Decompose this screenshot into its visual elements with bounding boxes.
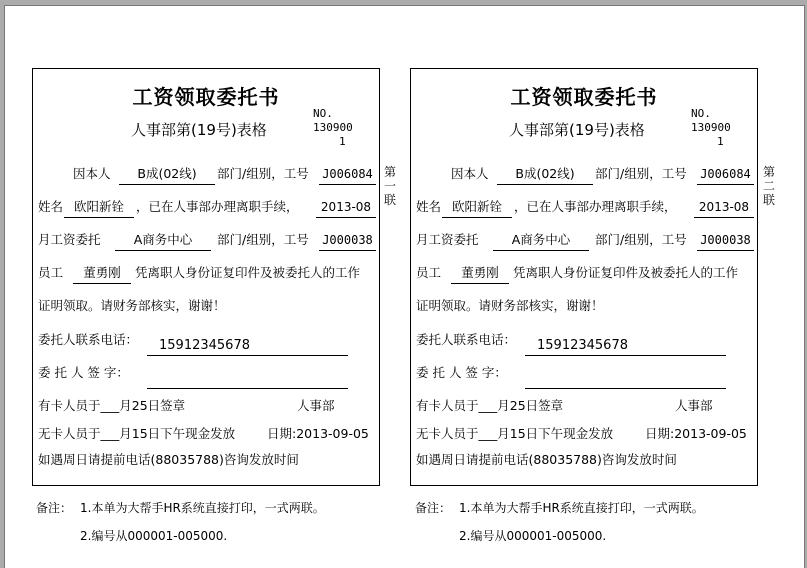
signature-label: 委 托 人 签 字： bbox=[416, 365, 507, 380]
row2-mid-text: ，已在人事部办理离职手续， bbox=[136, 199, 299, 214]
trustee-name-field: 董勇刚 bbox=[451, 263, 509, 284]
remark-line-2: 2.编号从000001-005000. bbox=[80, 529, 228, 543]
signature-field bbox=[147, 369, 348, 389]
issue-date: 日期:2013-09-05 bbox=[645, 426, 747, 441]
form-subtitle: 人事部第(19号)表格 bbox=[509, 121, 645, 139]
serial-number bbox=[691, 107, 757, 149]
weekend-notice: 如遇周日请提前电话(88035788)咨询发放时间 bbox=[38, 452, 299, 467]
form-title: 工资领取委托书 bbox=[510, 85, 658, 109]
copy-label-char: 第 bbox=[762, 165, 775, 179]
agent-name-field: B成(02线) bbox=[119, 164, 215, 185]
dept-name-field: A商务中心 bbox=[493, 230, 589, 251]
serial-number-value: 1 bbox=[339, 135, 346, 148]
agent-name-field: B成(02线) bbox=[497, 164, 593, 185]
phone-label: 委托人联系电话： bbox=[38, 332, 139, 347]
dept-label-1: 部门/组别，工号 bbox=[595, 166, 687, 181]
copy-label-char: 第 bbox=[383, 165, 396, 179]
form-title: 工资领取委托书 bbox=[132, 85, 280, 109]
dept-label-2: 部门/组别，工号 bbox=[217, 232, 309, 247]
row3-prefix: 月工资委托 bbox=[38, 232, 101, 247]
row4-suffix-text: 凭离职人身份证复印件及被委托人的工作 bbox=[513, 265, 739, 280]
row2-prefix: 姓名 bbox=[38, 199, 64, 214]
row2-mid-text: ，已在人事部办理离职手续， bbox=[514, 199, 677, 214]
row-principal bbox=[38, 197, 63, 217]
copy-label-char: 二 bbox=[762, 179, 775, 193]
remark-label: 备注： bbox=[415, 501, 452, 515]
card-holder-line: 有卡人员于___月25日签章 bbox=[416, 398, 564, 413]
row1-prefix: 因本人 bbox=[451, 166, 489, 181]
hr-department-label: 人事部 bbox=[675, 398, 713, 413]
card-holder-line: 有卡人员于___月25日签章 bbox=[38, 398, 186, 413]
signature-label: 委 托 人 签 字： bbox=[38, 365, 129, 380]
issue-date: 日期:2013-09-05 bbox=[267, 426, 369, 441]
remark-line-1: 1.本单为大帮手HR系统直接打印，一式两联。 bbox=[459, 501, 704, 515]
remark-label: 备注： bbox=[36, 501, 73, 515]
row2-prefix: 姓名 bbox=[416, 199, 442, 214]
dept-label-1: 部门/组别，工号 bbox=[217, 166, 309, 181]
row3-prefix: 月工资委托 bbox=[416, 232, 479, 247]
phone-field: 15912345678 bbox=[147, 337, 348, 356]
wage-month-field: 2013-08 bbox=[316, 197, 376, 218]
copy-label-second bbox=[762, 165, 776, 207]
row-trustee bbox=[38, 263, 63, 283]
row-principal bbox=[416, 197, 441, 217]
hr-department-label: 人事部 bbox=[297, 398, 335, 413]
phone-label: 委托人联系电话： bbox=[416, 332, 517, 347]
dept-name-field: A商务中心 bbox=[115, 230, 211, 251]
signature-field bbox=[525, 369, 726, 389]
trustee-id-field: J000038 bbox=[697, 230, 754, 251]
row-dept bbox=[416, 230, 479, 250]
principal-name-field: 欧阳新铨 bbox=[64, 197, 134, 218]
serial-number-label: NO. 130900 bbox=[691, 107, 731, 134]
row-verify: 证明领取。请财务部核实，谢谢！ bbox=[38, 298, 226, 313]
remark-line-2: 2.编号从000001-005000. bbox=[459, 529, 607, 543]
row-trustee bbox=[416, 263, 441, 283]
copy-label-char: 联 bbox=[762, 193, 775, 207]
form-subtitle: 人事部第(19号)表格 bbox=[131, 121, 267, 139]
remark-line-1: 1.本单为大帮手HR系统直接打印，一式两联。 bbox=[80, 501, 325, 515]
wage-proxy-form-copy-1 bbox=[32, 68, 380, 486]
row4-suffix-text: 凭离职人身份证复印件及被委托人的工作 bbox=[135, 265, 361, 280]
wage-month-field: 2013-08 bbox=[694, 197, 754, 218]
row1-prefix: 因本人 bbox=[73, 166, 111, 181]
row-dept bbox=[38, 230, 101, 250]
trustee-name-field: 董勇刚 bbox=[73, 263, 131, 284]
serial-number-value: 1 bbox=[717, 135, 724, 148]
no-card-line: 无卡人员于___月15日下午现金发放 bbox=[38, 426, 236, 441]
row4-prefix: 员工 bbox=[38, 265, 64, 280]
agent-id-field: J006084 bbox=[697, 164, 754, 185]
principal-name-field: 欧阳新铨 bbox=[442, 197, 512, 218]
serial-number-label: NO. 130900 bbox=[313, 107, 353, 134]
copy-label-char: 一 bbox=[383, 179, 396, 193]
row-agent bbox=[451, 164, 489, 184]
row4-prefix: 员工 bbox=[416, 265, 442, 280]
no-card-line: 无卡人员于___月15日下午现金发放 bbox=[416, 426, 614, 441]
wage-proxy-form-copy-2 bbox=[410, 68, 758, 486]
row-agent bbox=[73, 164, 111, 184]
copy-label-char: 联 bbox=[383, 193, 396, 207]
copy-label-first bbox=[383, 165, 397, 207]
serial-number bbox=[313, 107, 379, 149]
dept-label-2: 部门/组别，工号 bbox=[595, 232, 687, 247]
phone-field: 15912345678 bbox=[525, 337, 726, 356]
agent-id-field: J006084 bbox=[319, 164, 376, 185]
trustee-id-field: J000038 bbox=[319, 230, 376, 251]
weekend-notice: 如遇周日请提前电话(88035788)咨询发放时间 bbox=[416, 452, 677, 467]
row-verify: 证明领取。请财务部核实，谢谢！ bbox=[416, 298, 604, 313]
